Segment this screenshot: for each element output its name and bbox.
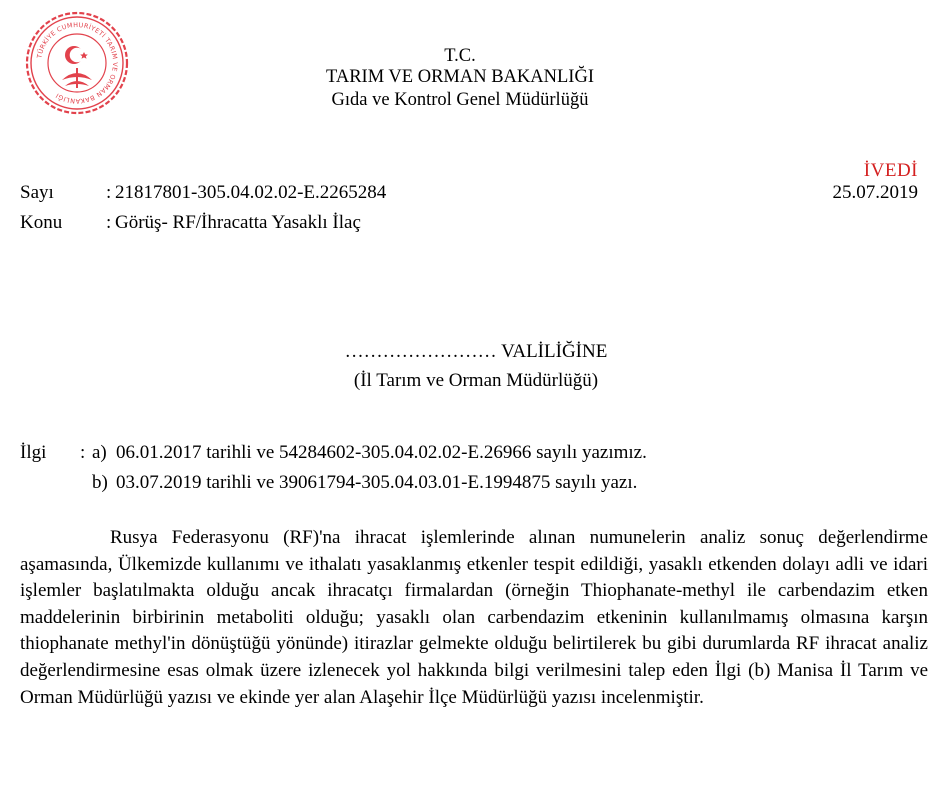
reference-item [92, 442, 647, 464]
konu-colon: : [106, 212, 112, 233]
wheat-tree-icon [62, 68, 92, 88]
reference-item [92, 472, 637, 494]
seal-ring-text: TÜRKİYE CUMHURİYETİ TARIM VE ORMAN BAKANLIĞI [35, 20, 120, 106]
header-tc: T.C. [444, 46, 476, 66]
header-ministry-name: TARIM VE ORMAN BAKANLIĞI [326, 67, 594, 87]
body-paragraph: Rusya Federasyonu (RF)'na ihracat işlemlerinde alınan numunelerin analiz sonuç değerlendirme aşamasında, Ülkemizde kullanımı ve ithalatı yasaklanmış etkenler tespit edildiği, yasaklı etkenden dolayı adli ve idari işlemler başlatılmakta olduğu ancak ihracatçı firmalardan (örneğin Thiophanate-methyl ile carbendazim etken maddelerinin birbirinin metaboliti olduğu; yasaklı olan carbendazim etkeninin kullanılmamış olmasına karşın thiophanate methyl'in dönüştüğü yönünde) itirazlar gelmekte olduğu belirtilerek bu gibi durumlarda RF ihracat analiz değerlendirmesine esas olmak üzere izlenecek yol hakkında bilgi verilmesini talep eden İlgi (b) Manisa İl Tarım ve Orman Müdürlüğü yazısı ve ekinde yer alan Alaşehir İlçe Müdürlüğü yazısı incelenmiştir. [20, 527, 928, 708]
reference-marker: a) [92, 442, 107, 463]
addressee-directorate: (İl Tarım ve Orman Müdürlüğü) [353, 370, 599, 391]
addressee-governorship: …………………… VALİLİĞİNE [344, 341, 608, 362]
reference-text: 06.01.2017 tarihli ve 54284602-305.04.02.02-E.26966 sayılı yazımız. [116, 442, 647, 463]
ilgi-label: İlgi [20, 442, 47, 463]
ilgi-colon: : [80, 442, 86, 463]
reference-marker: b) [92, 472, 108, 493]
ministry-seal-logo [22, 8, 132, 118]
konu-subject: Görüş- RF/İhracatta Yasaklı İlaç [115, 212, 361, 233]
document-date: 25.07.2019 [832, 182, 918, 203]
crescent-star-icon [65, 46, 88, 64]
reference-text: 03.07.2019 tarihli ve 39061794-305.04.03.01-E.1994875 sayılı yazı. [116, 472, 638, 493]
sayi-number: 21817801-305.04.02.02-E.2265284 [115, 182, 387, 203]
sayi-colon: : [106, 182, 112, 203]
header-directorate: Gıda ve Kontrol Genel Müdürlüğü [331, 90, 589, 110]
sayi-label: Sayı [20, 182, 54, 203]
konu-label: Konu [20, 212, 63, 233]
urgency-label: İVEDİ [863, 160, 918, 181]
